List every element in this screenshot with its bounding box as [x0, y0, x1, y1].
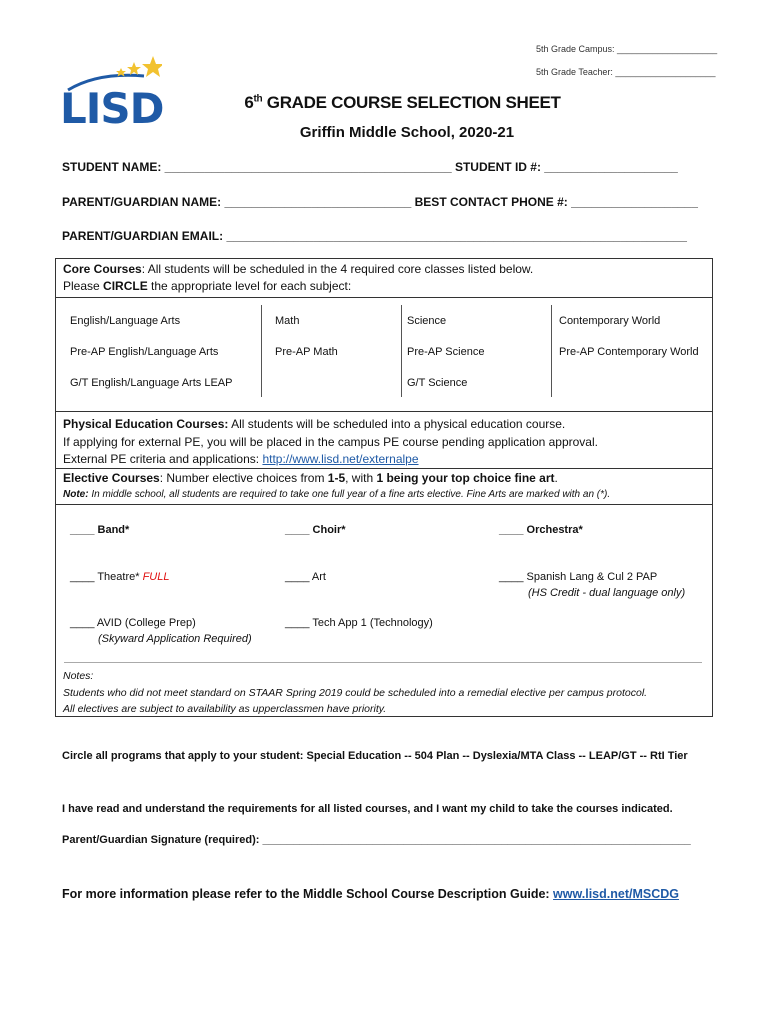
- pe-line2: If applying for external PE, you will be placed in the campus PE course pending application approval.: [63, 435, 598, 449]
- core-line2: [63, 279, 351, 293]
- student-name-field[interactable]: STUDENT NAME: ___________________________________________ STUDENT ID #: ____________________: [62, 160, 678, 174]
- parent-email-field[interactable]: PARENT/GUARDIAN EMAIL: _____________________________________________________________________: [62, 229, 687, 243]
- course-math[interactable]: Math: [275, 315, 300, 327]
- avid-note: (Skyward Application Required): [98, 633, 252, 645]
- course-preap-english[interactable]: Pre-AP English/Language Arts: [70, 346, 219, 358]
- elective-line1-mid: : Number elective choices from: [159, 471, 328, 485]
- programs-line: Circle all programs that apply to your student: Special Education -- 504 Plan -- Dyslexia/MTA Class -- LEAP/GT -- RtI Tier: [62, 750, 688, 762]
- title-rest: GRADE COURSE SELECTION SHEET: [262, 93, 561, 112]
- core-heading: Core Courses: [63, 262, 142, 276]
- parent-name-field[interactable]: PARENT/GUARDIAN NAME: ____________________________ BEST CONTACT PHONE #: ___________________: [62, 195, 698, 209]
- column-divider: [261, 305, 262, 397]
- divider: [56, 504, 712, 505]
- external-pe-link[interactable]: http://www.lisd.net/externalpe: [262, 452, 419, 466]
- elective-top-choice: 1 being your top choice fine art: [376, 471, 555, 485]
- elective-art[interactable]: ____ Art: [285, 571, 326, 583]
- page-title: [0, 93, 770, 113]
- elective-note: [63, 489, 610, 500]
- elective-spanish[interactable]: ____ Spanish Lang & Cul 2 PAP: [499, 571, 658, 583]
- course-box: [55, 258, 713, 717]
- column-divider: [401, 305, 402, 397]
- notes-line2: All electives are subject to availability as upperclassmen have priority.: [63, 703, 387, 715]
- logo-text: LISD: [60, 84, 164, 133]
- spanish-note: (HS Credit - dual language only): [528, 587, 686, 599]
- more-info-text: For more information please refer to the Middle School Course Description Guide:: [62, 887, 554, 901]
- teacher-field: 5th Grade Teacher: ____________________: [536, 67, 716, 77]
- elective-band[interactable]: ____ Band*: [70, 524, 130, 536]
- course-gt-english[interactable]: G/T English/Language Arts LEAP: [70, 377, 233, 389]
- elective-orchestra[interactable]: ____ Orchestra*: [499, 524, 583, 536]
- course-english[interactable]: English/Language Arts: [70, 315, 181, 327]
- pe-line3: [63, 452, 419, 466]
- pe-line1-text: All students will be scheduled into a physical education course.: [228, 417, 566, 431]
- column-divider: [551, 305, 552, 397]
- title-sup: th: [253, 93, 263, 105]
- pe-heading: Physical Education Courses:: [63, 417, 229, 431]
- divider: [56, 468, 712, 469]
- elective-line1: [63, 471, 558, 485]
- core-line2-post: the appropriate level for each subject:: [147, 279, 352, 293]
- course-preap-contemporary-world[interactable]: Pre-AP Contemporary World: [559, 346, 699, 358]
- pe-line1: [63, 417, 565, 431]
- elective-range: 1-5: [327, 471, 346, 485]
- core-line1: [63, 262, 533, 276]
- course-science[interactable]: Science: [407, 315, 447, 327]
- theatre-label: ____ Theatre*: [70, 571, 143, 583]
- course-gt-science[interactable]: G/T Science: [407, 377, 468, 389]
- full-badge: FULL: [142, 571, 170, 583]
- elective-heading: Elective Courses: [63, 471, 160, 485]
- elective-theatre[interactable]: [70, 571, 169, 583]
- campus-field: 5th Grade Campus: ____________________: [536, 44, 718, 54]
- more-info-line: [62, 887, 679, 901]
- mscdg-link[interactable]: www.lisd.net/MSCDG: [553, 887, 679, 901]
- divider: [64, 662, 702, 663]
- signature-field[interactable]: Parent/Guardian Signature (required): ______________________________________________________________________: [62, 834, 691, 846]
- course-preap-math[interactable]: Pre-AP Math: [275, 346, 338, 358]
- pe-line3-text: External PE criteria and applications:: [63, 452, 263, 466]
- title-grade: 6: [244, 93, 254, 112]
- note-text: In middle school, all students are required to take one full year of a fine arts elective. Fine Arts are marked with an (*).: [88, 489, 611, 500]
- elective-comma: , with: [345, 471, 377, 485]
- elective-tech[interactable]: ____ Tech App 1 (Technology): [285, 617, 433, 629]
- course-preap-science[interactable]: Pre-AP Science: [407, 346, 485, 358]
- divider: [56, 411, 712, 412]
- note-label: Note:: [63, 489, 89, 500]
- notes-line1: Students who did not meet standard on STAAR Spring 2019 could be scheduled into a remedial elective per campus protocol.: [63, 687, 648, 699]
- elective-choir[interactable]: ____ Choir*: [285, 524, 346, 536]
- elective-period: .: [554, 471, 558, 485]
- course-contemporary-world[interactable]: Contemporary World: [559, 315, 661, 327]
- page-subtitle: Griffin Middle School, 2020-21: [299, 124, 515, 141]
- core-line2-pre: Please: [63, 279, 104, 293]
- elective-avid[interactable]: ____ AVID (College Prep): [70, 617, 196, 629]
- agreement-line: I have read and understand the requirements for all listed courses, and I want my child to take the courses indicated.: [62, 803, 673, 815]
- divider: [56, 297, 712, 298]
- core-line1-text: : All students will be scheduled in the 4 required core classes listed below.: [141, 262, 534, 276]
- core-line2-bold: CIRCLE: [103, 279, 148, 293]
- notes-label: Notes:: [63, 670, 94, 682]
